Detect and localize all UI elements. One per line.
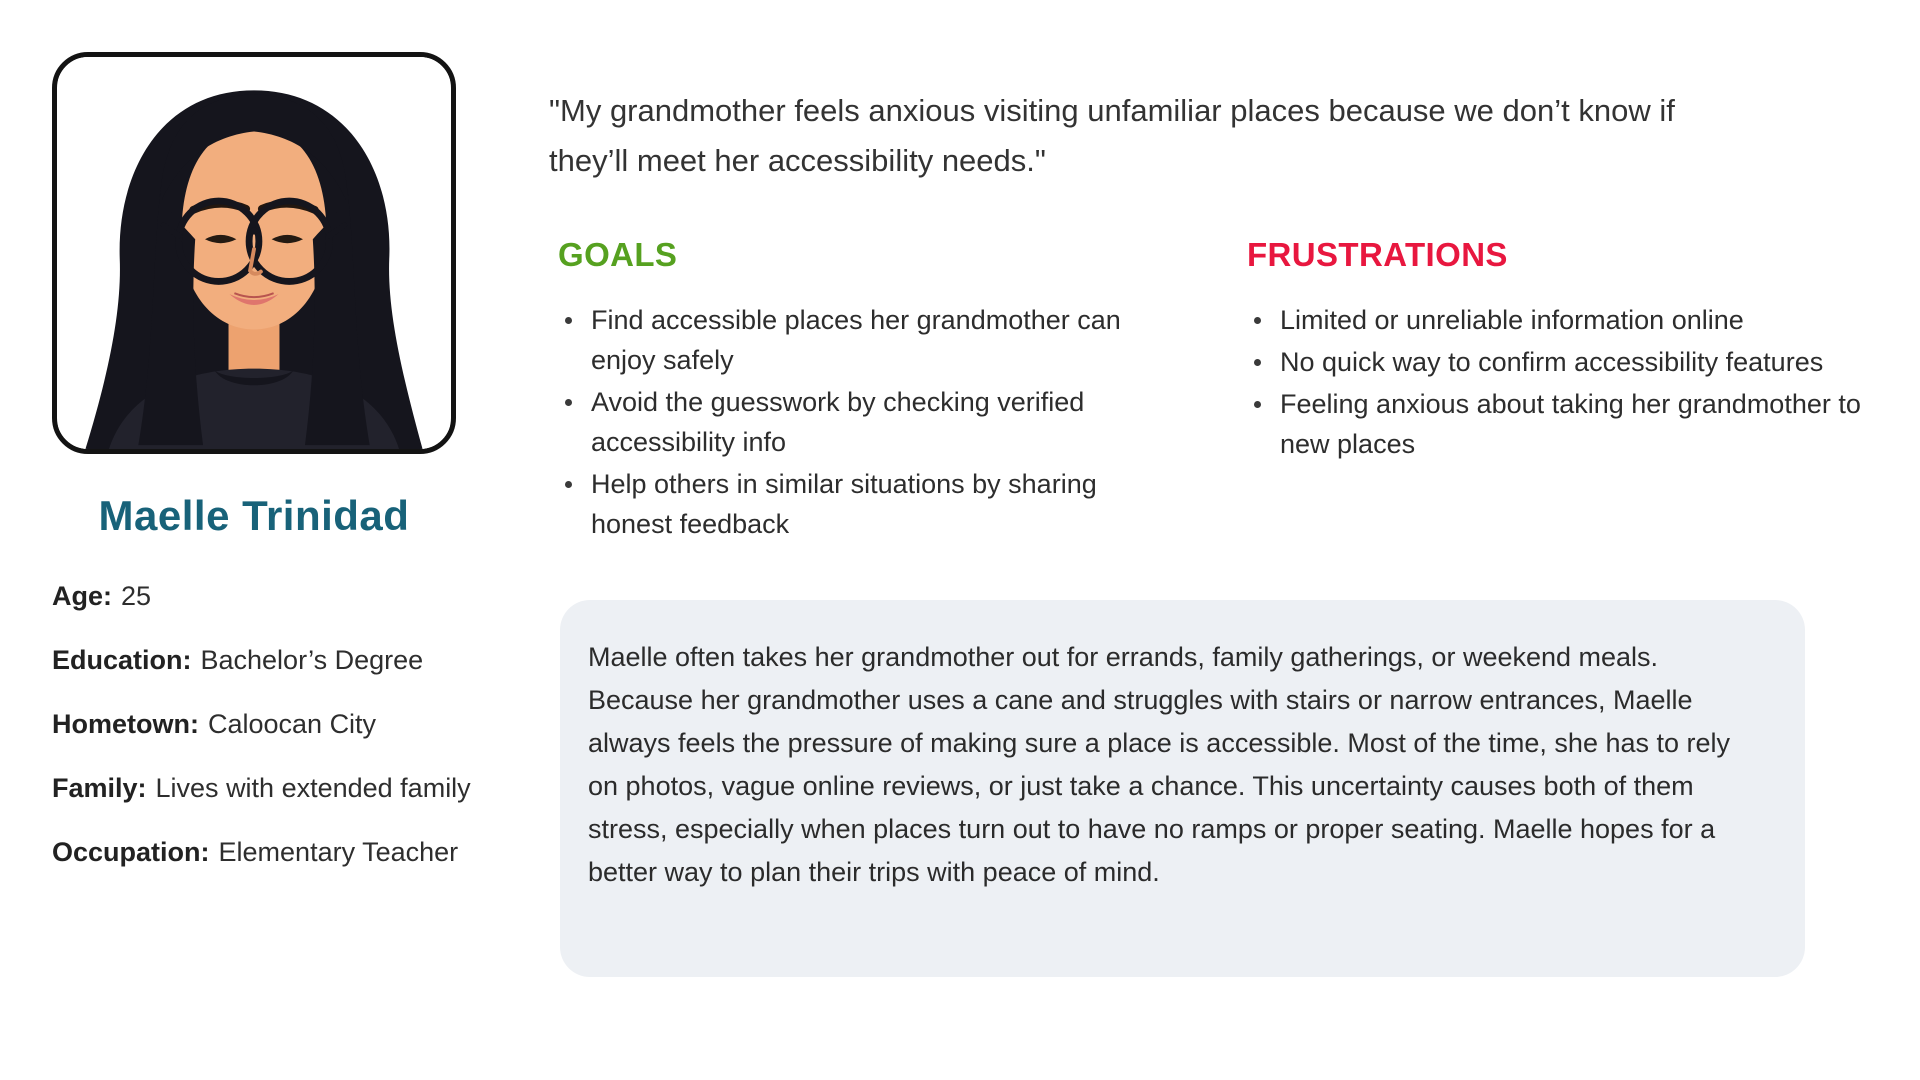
frustrations-list — [1247, 300, 1887, 464]
detail-label: Education: — [52, 645, 192, 675]
bullet-icon — [1254, 359, 1261, 366]
persona-name: Maelle Trinidad — [98, 492, 410, 539]
goal-item — [558, 382, 1148, 462]
goals-title: GOALS — [558, 236, 678, 273]
frustrations-section — [1247, 236, 1887, 466]
scenario-box — [560, 600, 1805, 977]
persona-quote — [549, 86, 1879, 186]
quote-line-2: they’ll meet her accessibility needs." — [549, 143, 1046, 178]
goal-item — [558, 464, 1148, 544]
frustration-item — [1247, 342, 1861, 382]
detail-label: Family: — [52, 773, 147, 803]
bullet-icon — [565, 317, 572, 324]
bullet-icon — [1254, 401, 1261, 408]
goal-item — [558, 300, 1148, 380]
persona-photo — [52, 52, 456, 454]
detail-value: Bachelor’s Degree — [200, 645, 424, 675]
goals-section — [558, 236, 1183, 546]
frustration-item-text: Limited or unreliable information online — [1280, 305, 1744, 335]
goal-item-text: Avoid the guesswork by checking verified accessibility info — [591, 387, 1085, 457]
bullet-icon — [1254, 317, 1261, 324]
detail-value: Elementary Teacher — [218, 837, 459, 867]
detail-value: 25 — [121, 581, 152, 611]
detail-label: Age: — [52, 581, 112, 611]
quote-line-1: "My grandmother feels anxious visiting unfamiliar places because we don’t know if — [549, 93, 1675, 128]
detail-value: Caloocan City — [207, 709, 377, 739]
scenario-text: Maelle often takes her grandmother out for errands, family gatherings, or weekend meals. Because her grandmother uses a cane and struggles with stairs or narrow entrances, Maelle always feels the pressure of making sure a place is accessible. Most of the time, she has to rely on photos, vague online reviews, or just take a chance. This uncertainty causes both of them stress, especially when places turn out to have no ramps or proper seating. Maelle hopes for a better way to plan their trips with peace of mind. — [588, 642, 1731, 887]
detail-value: Lives with extended family — [155, 773, 471, 803]
portrait-illustration — [57, 57, 451, 449]
frustration-item — [1247, 384, 1861, 464]
detail-row-age — [52, 578, 522, 614]
frustration-item — [1247, 300, 1861, 340]
frustration-item-text: Feeling anxious about taking her grandmother to new places — [1280, 389, 1861, 459]
goal-item-text: Help others in similar situations by sharing honest feedback — [591, 469, 1097, 539]
frustrations-title: FRUSTRATIONS — [1247, 236, 1508, 273]
detail-row-hometown — [52, 706, 522, 742]
goals-list — [558, 300, 1183, 544]
frustration-item-text: No quick way to confirm accessibility features — [1280, 347, 1824, 377]
persona-details — [52, 578, 522, 898]
detail-label: Occupation: — [52, 837, 210, 867]
goal-item-text: Find accessible places her grandmother can enjoy safely — [591, 305, 1121, 375]
detail-row-education — [52, 642, 522, 678]
detail-label: Hometown: — [52, 709, 199, 739]
detail-row-occupation — [52, 834, 522, 870]
bullet-icon — [565, 399, 572, 406]
bullet-icon — [565, 481, 572, 488]
detail-row-family — [52, 770, 522, 806]
